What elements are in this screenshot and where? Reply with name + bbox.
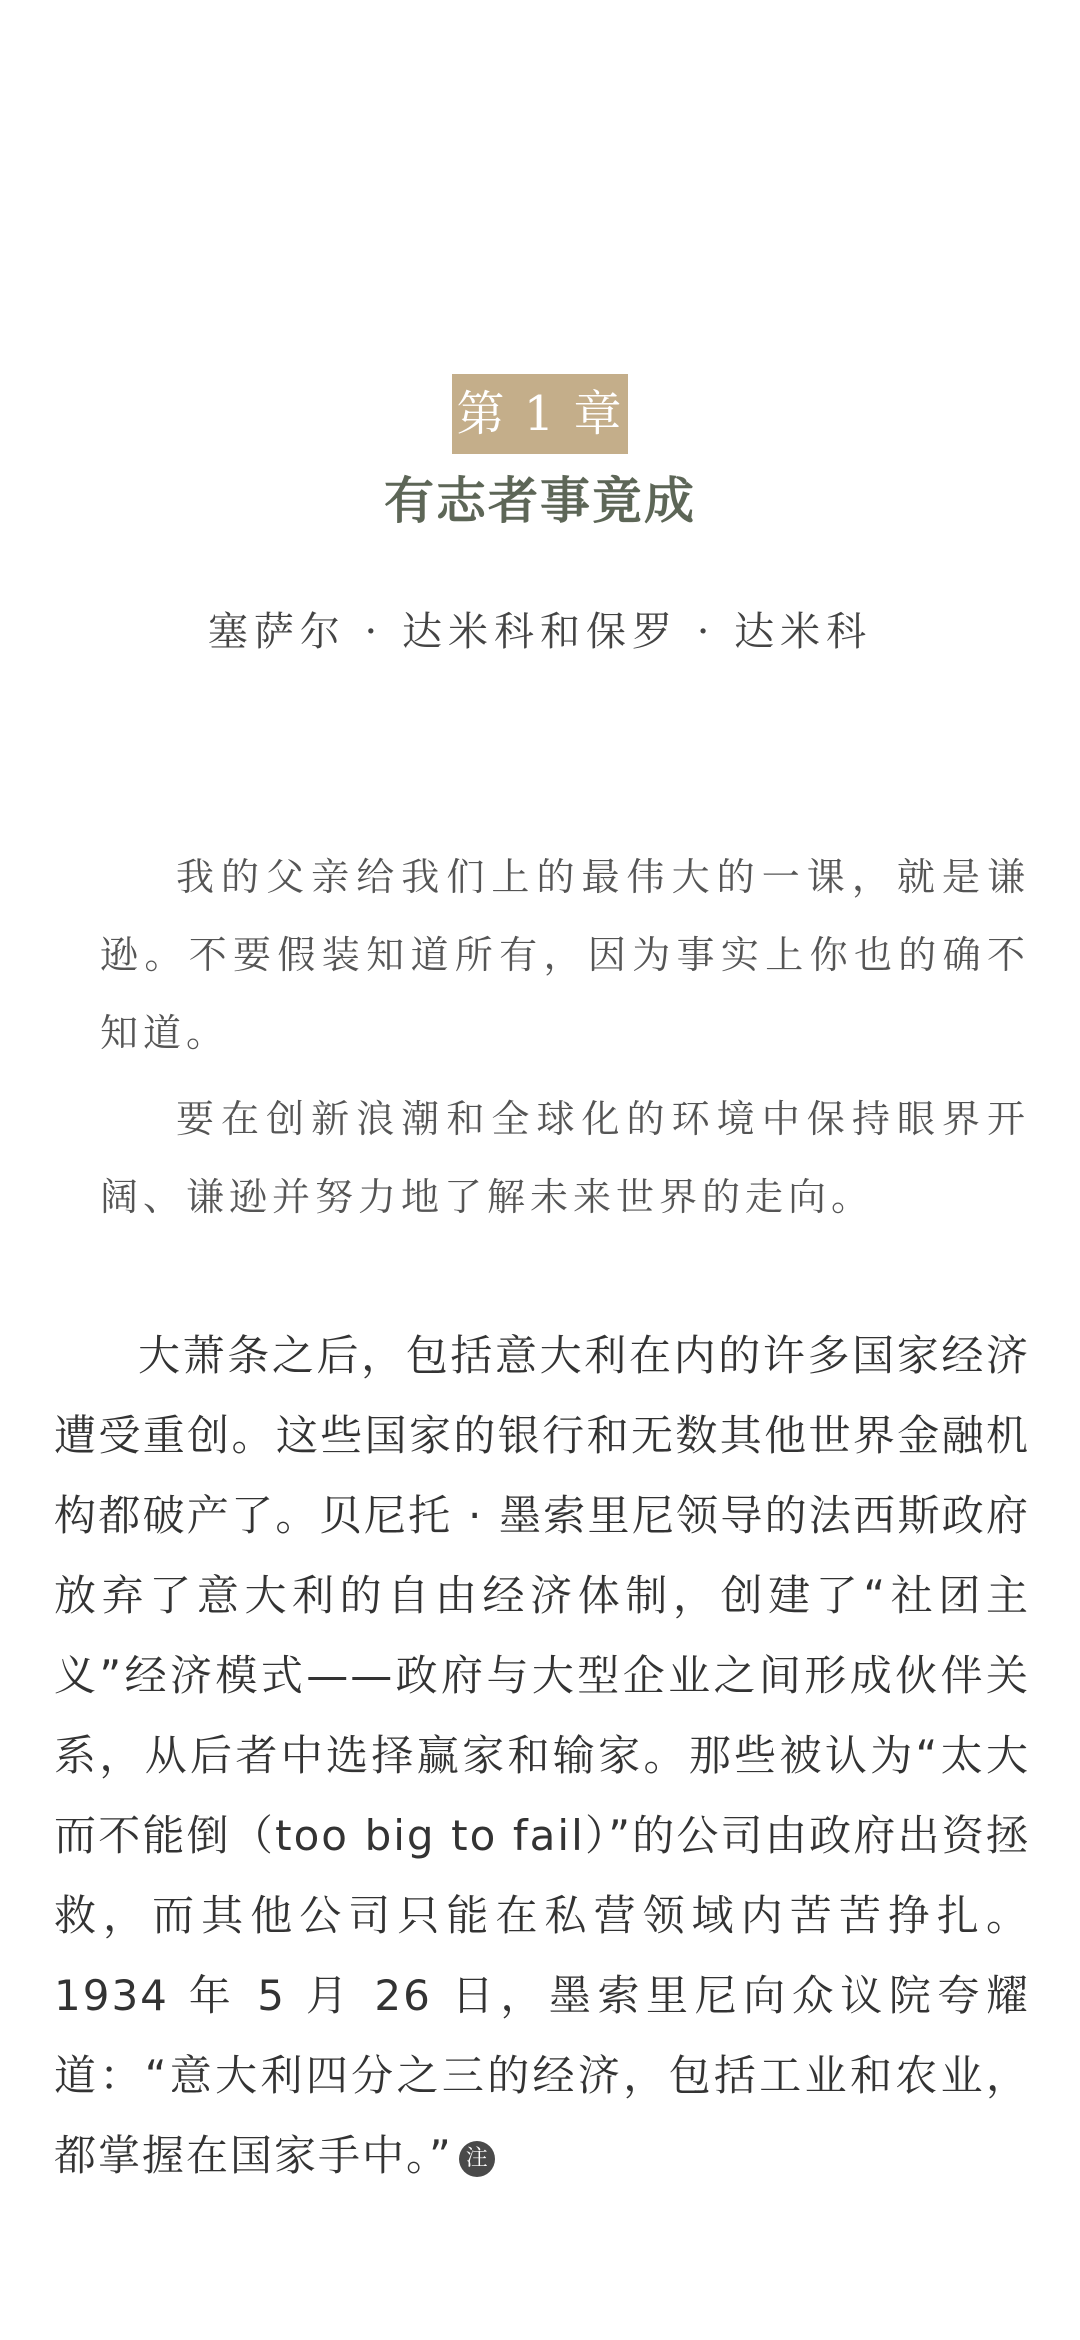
body-paragraph-text: 大萧条之后，包括意大利在内的许多国家经济遭受重创。这些国家的银行和无数其他世界金融机构都破产了。贝尼托 · 墨索里尼领导的法西斯政府放弃了意大利的自由经济体制，创建了“社团主义”经济模式——政府与大型企业之间形成伙伴关系，从后者中选择赢家和输家。那些被认为“太大而不能倒（too big to fail）”的公司由政府出资拯救，而其他公司只能在私营领域内苦苦挣扎。1934 年 5 月 26 日，墨索里尼向众议院夸耀道：“意大利四分之三的经济，包括工业和农业，都掌握在国家手中。”	[54, 1331, 1030, 2180]
body-text	[54, 1316, 1030, 2196]
epigraph	[100, 838, 1030, 1244]
footnote-icon[interactable]: 注	[459, 2141, 495, 2177]
chapter-author: 塞萨尔 · 达米科和保罗 · 达米科	[207, 609, 873, 655]
epigraph-paragraph: 我的父亲给我们上的最伟大的一课，就是谦逊。不要假装知道所有，因为事实上你也的确不知道。	[100, 855, 1030, 1055]
chapter-title: 有志者事竟成	[384, 471, 696, 530]
body-paragraph	[54, 1316, 1030, 2196]
epigraph-paragraph: 要在创新浪潮和全球化的环境中保持眼界开阔、谦逊并努力地了解未来世界的走向。	[100, 1097, 1030, 1219]
chapter-number-badge: 第 1 章	[452, 374, 628, 454]
